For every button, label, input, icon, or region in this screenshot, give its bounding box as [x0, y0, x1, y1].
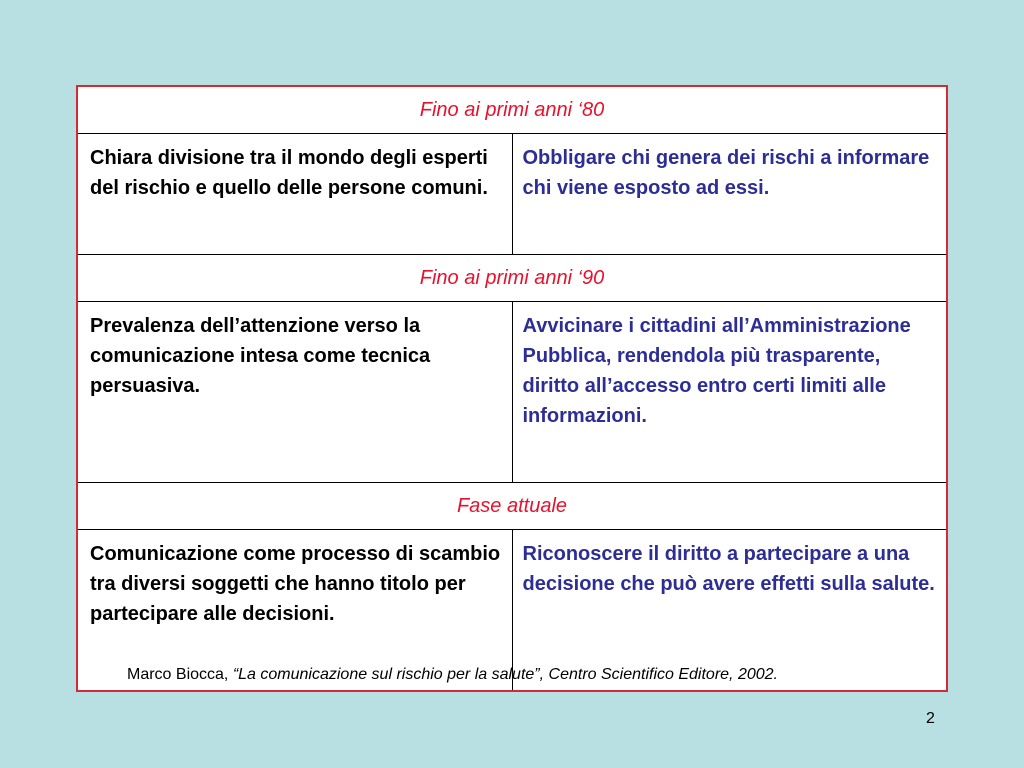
context-cell: Chiara divisione tra il mondo degli esperti del rischio e quello delle persone comuni.: [77, 134, 512, 255]
period-row-3: [77, 483, 947, 530]
period-row-2: [77, 255, 947, 302]
period-heading: Fino ai primi anni ‘90: [77, 255, 947, 302]
period-heading: Fino ai primi anni ‘80: [77, 86, 947, 134]
goal-cell: Obbligare chi genera dei rischi a informare chi viene esposto ad essi.: [512, 134, 947, 255]
goal-cell: Avvicinare i cittadini all’Amministrazione Pubblica, rendendola più trasparente, diritto all’accesso entro certi limiti alle informazioni.: [512, 302, 947, 483]
description-row-1: [77, 134, 947, 255]
period-row-1: [77, 86, 947, 134]
citation-author: Marco Biocca,: [127, 666, 233, 683]
timeline-table: [76, 85, 948, 692]
citation-title: “La comunicazione sul rischio per la salute”, Centro Scientifico Editore, 2002.: [232, 666, 778, 683]
context-cell: Prevalenza dell’attenzione verso la comunicazione intesa come tecnica persuasiva.: [77, 302, 512, 483]
period-heading: Fase attuale: [77, 483, 947, 530]
context-cell: Comunicazione come processo di scambio tra diversi soggetti che hanno titolo per partecipare alle decisioni.: [77, 530, 512, 692]
citation: [127, 666, 778, 684]
goal-cell: Riconoscere il diritto a partecipare a una decisione che può avere effetti sulla salute.: [512, 530, 947, 692]
page-number: 2: [926, 710, 935, 727]
description-row-2: [77, 302, 947, 483]
